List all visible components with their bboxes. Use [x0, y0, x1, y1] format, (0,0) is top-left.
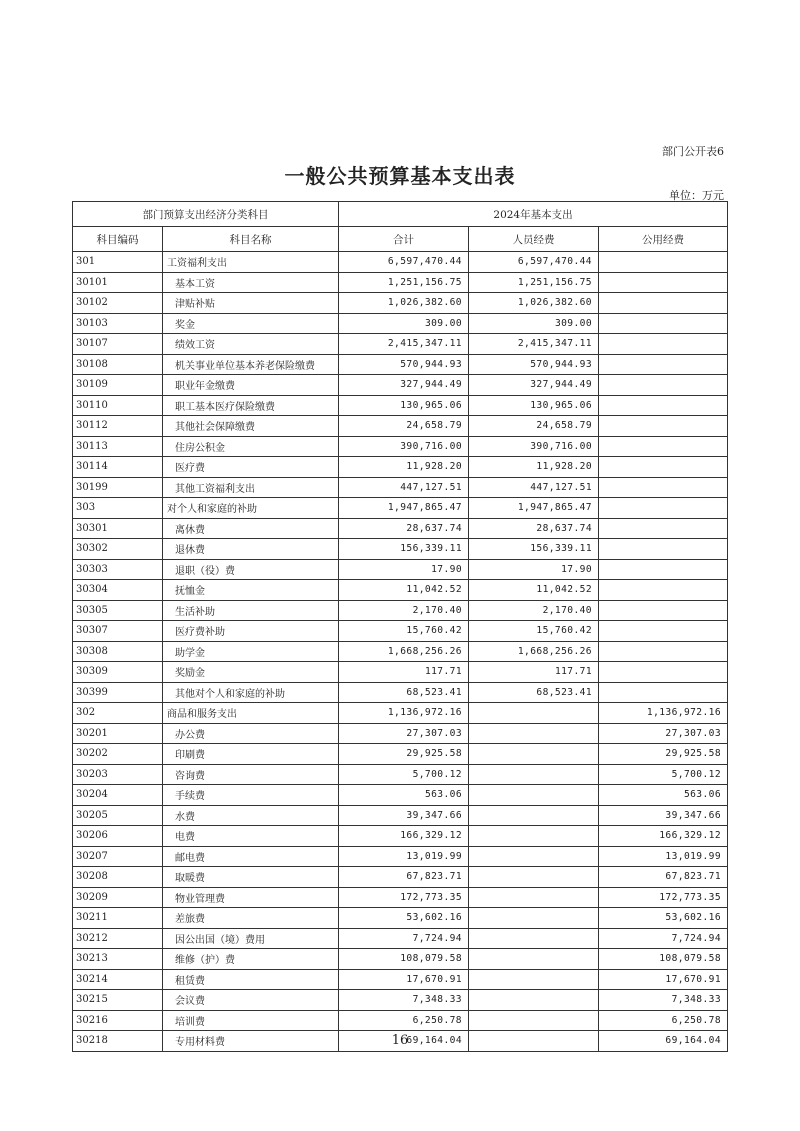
table-row: [73, 498, 728, 519]
cell-total: 1,026,382.60: [339, 293, 469, 314]
cell-code: 30218: [73, 1031, 163, 1052]
cell-code: 30302: [73, 539, 163, 560]
cell-public: [599, 682, 728, 703]
cell-code: 30103: [73, 313, 163, 334]
cell-code: 30110: [73, 395, 163, 416]
cell-total: 447,127.51: [339, 477, 469, 498]
cell-total: 67,823.71: [339, 867, 469, 888]
cell-public: 29,925.58: [599, 744, 728, 765]
cell-total: 11,928.20: [339, 457, 469, 478]
cell-personnel: 130,965.06: [469, 395, 599, 416]
cell-public: 563.06: [599, 785, 728, 806]
cell-code: 30207: [73, 846, 163, 867]
budget-table: [72, 201, 728, 1052]
cell-name: 印刷费: [163, 744, 339, 765]
table-row: [73, 764, 728, 785]
cell-name: 差旅费: [163, 908, 339, 929]
document-code: 部门公开表6: [662, 145, 724, 158]
cell-total: 17,670.91: [339, 969, 469, 990]
cell-name: 取暖费: [163, 867, 339, 888]
cell-name: 住房公积金: [163, 436, 339, 457]
cell-personnel: [469, 969, 599, 990]
cell-code: 30201: [73, 723, 163, 744]
cell-total: 172,773.35: [339, 887, 469, 908]
table-row: [73, 949, 728, 970]
column-header-public: 公用经费: [599, 227, 728, 252]
cell-personnel: 390,716.00: [469, 436, 599, 457]
cell-code: 30303: [73, 559, 163, 580]
cell-code: 30309: [73, 662, 163, 683]
cell-total: 17.90: [339, 559, 469, 580]
cell-code: 30307: [73, 621, 163, 642]
cell-code: 30199: [73, 477, 163, 498]
cell-name: 机关事业单位基本养老保险缴费: [163, 354, 339, 375]
cell-public: [599, 457, 728, 478]
cell-code: 30208: [73, 867, 163, 888]
cell-public: [599, 518, 728, 539]
cell-personnel: 11,928.20: [469, 457, 599, 478]
cell-name: 物业管理费: [163, 887, 339, 908]
cell-code: 30112: [73, 416, 163, 437]
cell-personnel: 68,523.41: [469, 682, 599, 703]
cell-public: 39,347.66: [599, 805, 728, 826]
cell-public: [599, 641, 728, 662]
table-row: [73, 334, 728, 355]
cell-name: 手续费: [163, 785, 339, 806]
cell-name: 离休费: [163, 518, 339, 539]
cell-name: 职业年金缴费: [163, 375, 339, 396]
cell-name: 维修（护）费: [163, 949, 339, 970]
cell-total: 29,925.58: [339, 744, 469, 765]
cell-code: 30107: [73, 334, 163, 355]
cell-name: 医疗费补助: [163, 621, 339, 642]
cell-name: 绩效工资: [163, 334, 339, 355]
table-row: [73, 580, 728, 601]
cell-total: 309.00: [339, 313, 469, 334]
table-group-header-row: [73, 202, 728, 227]
cell-public: [599, 498, 728, 519]
cell-total: 1,668,256.26: [339, 641, 469, 662]
cell-name: 其他工资福利支出: [163, 477, 339, 498]
cell-personnel: 6,597,470.44: [469, 252, 599, 273]
table-row: [73, 252, 728, 273]
cell-total: 13,019.99: [339, 846, 469, 867]
table-column-header-row: [73, 227, 728, 252]
cell-name: 对个人和家庭的补助: [163, 498, 339, 519]
cell-code: 30202: [73, 744, 163, 765]
cell-code: 30399: [73, 682, 163, 703]
group-header-basic-expense: 2024年基本支出: [339, 202, 728, 227]
cell-total: 6,597,470.44: [339, 252, 469, 273]
cell-name: 职工基本医疗保险缴费: [163, 395, 339, 416]
cell-public: [599, 539, 728, 560]
cell-personnel: 156,339.11: [469, 539, 599, 560]
cell-code: 30301: [73, 518, 163, 539]
cell-total: 2,170.40: [339, 600, 469, 621]
cell-public: 5,700.12: [599, 764, 728, 785]
cell-code: 30216: [73, 1010, 163, 1031]
cell-public: 166,329.12: [599, 826, 728, 847]
table-row: [73, 826, 728, 847]
cell-personnel: 17.90: [469, 559, 599, 580]
cell-name: 基本工资: [163, 272, 339, 293]
cell-public: 7,724.94: [599, 928, 728, 949]
column-header-name: 科目名称: [163, 227, 339, 252]
cell-personnel: [469, 703, 599, 724]
cell-total: 68,523.41: [339, 682, 469, 703]
cell-personnel: 447,127.51: [469, 477, 599, 498]
cell-public: [599, 395, 728, 416]
cell-name: 办公费: [163, 723, 339, 744]
cell-name: 邮电费: [163, 846, 339, 867]
cell-total: 7,348.33: [339, 990, 469, 1011]
cell-name: 退职（役）费: [163, 559, 339, 580]
cell-public: [599, 559, 728, 580]
cell-public: 1,136,972.16: [599, 703, 728, 724]
cell-public: 6,250.78: [599, 1010, 728, 1031]
cell-personnel: 1,026,382.60: [469, 293, 599, 314]
column-header-code: 科目编码: [73, 227, 163, 252]
cell-public: 67,823.71: [599, 867, 728, 888]
table-row: [73, 395, 728, 416]
cell-personnel: [469, 928, 599, 949]
cell-name: 咨询费: [163, 764, 339, 785]
cell-total: 69,164.04: [339, 1031, 469, 1052]
cell-name: 抚恤金: [163, 580, 339, 601]
cell-total: 1,251,156.75: [339, 272, 469, 293]
cell-name: 电费: [163, 826, 339, 847]
table-row: [73, 518, 728, 539]
cell-code: 30204: [73, 785, 163, 806]
table-row: [73, 969, 728, 990]
table-row: [73, 805, 728, 826]
cell-code: 30114: [73, 457, 163, 478]
cell-public: [599, 477, 728, 498]
cell-personnel: [469, 949, 599, 970]
table-row: [73, 457, 728, 478]
cell-total: 108,079.58: [339, 949, 469, 970]
cell-personnel: [469, 785, 599, 806]
unit-label: 单位：万元: [669, 189, 724, 202]
cell-personnel: 1,251,156.75: [469, 272, 599, 293]
cell-personnel: [469, 764, 599, 785]
cell-code: 302: [73, 703, 163, 724]
cell-total: 570,944.93: [339, 354, 469, 375]
table-row: [73, 723, 728, 744]
cell-total: 327,944.49: [339, 375, 469, 396]
cell-public: [599, 354, 728, 375]
cell-public: 69,164.04: [599, 1031, 728, 1052]
cell-code: 30113: [73, 436, 163, 457]
cell-code: 30213: [73, 949, 163, 970]
cell-total: 24,658.79: [339, 416, 469, 437]
table-row: [73, 477, 728, 498]
cell-personnel: [469, 846, 599, 867]
cell-code: 30304: [73, 580, 163, 601]
table-row: [73, 846, 728, 867]
cell-code: 30211: [73, 908, 163, 929]
cell-personnel: [469, 805, 599, 826]
table-row: [73, 703, 728, 724]
cell-personnel: 309.00: [469, 313, 599, 334]
cell-personnel: 11,042.52: [469, 580, 599, 601]
cell-public: [599, 600, 728, 621]
cell-total: 117.71: [339, 662, 469, 683]
table-row: [73, 744, 728, 765]
cell-name: 因公出国（境）费用: [163, 928, 339, 949]
cell-public: [599, 293, 728, 314]
cell-name: 退休费: [163, 539, 339, 560]
cell-code: 301: [73, 252, 163, 273]
cell-code: 30212: [73, 928, 163, 949]
table-row: [73, 621, 728, 642]
cell-name: 水费: [163, 805, 339, 826]
cell-personnel: [469, 867, 599, 888]
cell-personnel: 15,760.42: [469, 621, 599, 642]
cell-personnel: [469, 908, 599, 929]
cell-name: 培训费: [163, 1010, 339, 1031]
cell-code: 30101: [73, 272, 163, 293]
cell-code: 30109: [73, 375, 163, 396]
cell-personnel: [469, 744, 599, 765]
cell-public: 172,773.35: [599, 887, 728, 908]
table-row: [73, 416, 728, 437]
cell-personnel: 28,637.74: [469, 518, 599, 539]
cell-personnel: 2,415,347.11: [469, 334, 599, 355]
table-row: [73, 990, 728, 1011]
table-row: [73, 682, 728, 703]
table-row: [73, 354, 728, 375]
cell-personnel: 24,658.79: [469, 416, 599, 437]
cell-total: 27,307.03: [339, 723, 469, 744]
cell-total: 5,700.12: [339, 764, 469, 785]
cell-total: 2,415,347.11: [339, 334, 469, 355]
cell-public: [599, 375, 728, 396]
cell-total: 28,637.74: [339, 518, 469, 539]
cell-total: 1,947,865.47: [339, 498, 469, 519]
cell-code: 30305: [73, 600, 163, 621]
cell-public: 17,670.91: [599, 969, 728, 990]
cell-public: [599, 313, 728, 334]
cell-personnel: 570,944.93: [469, 354, 599, 375]
column-header-total: 合计: [339, 227, 469, 252]
cell-public: 108,079.58: [599, 949, 728, 970]
cell-name: 其他对个人和家庭的补助: [163, 682, 339, 703]
page-title: 一般公共预算基本支出表: [284, 164, 516, 188]
cell-public: [599, 252, 728, 273]
cell-name: 奖励金: [163, 662, 339, 683]
cell-code: 30215: [73, 990, 163, 1011]
cell-public: [599, 662, 728, 683]
cell-code: 30206: [73, 826, 163, 847]
cell-total: 53,602.16: [339, 908, 469, 929]
cell-personnel: 2,170.40: [469, 600, 599, 621]
table-row: [73, 539, 728, 560]
table-row: [73, 867, 728, 888]
cell-name: 租赁费: [163, 969, 339, 990]
cell-name: 助学金: [163, 641, 339, 662]
cell-public: [599, 272, 728, 293]
cell-personnel: 327,944.49: [469, 375, 599, 396]
table-row: [73, 887, 728, 908]
cell-name: 生活补助: [163, 600, 339, 621]
cell-code: 30203: [73, 764, 163, 785]
table-row: [73, 293, 728, 314]
cell-public: [599, 436, 728, 457]
cell-name: 专用材料费: [163, 1031, 339, 1052]
cell-personnel: [469, 1010, 599, 1031]
cell-total: 39,347.66: [339, 805, 469, 826]
table-row: [73, 928, 728, 949]
table-row: [73, 272, 728, 293]
table-row: [73, 313, 728, 334]
cell-public: [599, 621, 728, 642]
table-row: [73, 908, 728, 929]
cell-personnel: [469, 723, 599, 744]
cell-total: 15,760.42: [339, 621, 469, 642]
cell-public: 27,307.03: [599, 723, 728, 744]
cell-name: 商品和服务支出: [163, 703, 339, 724]
cell-total: 156,339.11: [339, 539, 469, 560]
table-row: [73, 375, 728, 396]
table-row: [73, 785, 728, 806]
cell-total: 390,716.00: [339, 436, 469, 457]
cell-public: 13,019.99: [599, 846, 728, 867]
cell-code: 30308: [73, 641, 163, 662]
cell-public: [599, 416, 728, 437]
cell-public: 7,348.33: [599, 990, 728, 1011]
table-row: [73, 600, 728, 621]
table-row: [73, 559, 728, 580]
cell-personnel: [469, 887, 599, 908]
cell-personnel: 1,947,865.47: [469, 498, 599, 519]
page-number: 16: [391, 1033, 409, 1048]
cell-total: 11,042.52: [339, 580, 469, 601]
cell-personnel: 1,668,256.26: [469, 641, 599, 662]
cell-name: 奖金: [163, 313, 339, 334]
cell-code: 30205: [73, 805, 163, 826]
cell-total: 1,136,972.16: [339, 703, 469, 724]
cell-name: 其他社会保障缴费: [163, 416, 339, 437]
cell-total: 130,965.06: [339, 395, 469, 416]
column-header-personnel: 人员经费: [469, 227, 599, 252]
cell-total: 7,724.94: [339, 928, 469, 949]
table-row: [73, 641, 728, 662]
cell-code: 303: [73, 498, 163, 519]
cell-code: 30214: [73, 969, 163, 990]
cell-personnel: [469, 826, 599, 847]
cell-name: 会议费: [163, 990, 339, 1011]
table-row: [73, 662, 728, 683]
cell-name: 津贴补贴: [163, 293, 339, 314]
cell-total: 563.06: [339, 785, 469, 806]
cell-total: 6,250.78: [339, 1010, 469, 1031]
group-header-classification: 部门预算支出经济分类科目: [73, 202, 339, 227]
cell-code: 30108: [73, 354, 163, 375]
cell-total: 166,329.12: [339, 826, 469, 847]
cell-public: [599, 334, 728, 355]
cell-name: 医疗费: [163, 457, 339, 478]
table-row: [73, 1010, 728, 1031]
table-row: [73, 436, 728, 457]
cell-code: 30209: [73, 887, 163, 908]
cell-public: [599, 580, 728, 601]
cell-public: 53,602.16: [599, 908, 728, 929]
cell-personnel: [469, 990, 599, 1011]
cell-personnel: 117.71: [469, 662, 599, 683]
cell-name: 工资福利支出: [163, 252, 339, 273]
cell-code: 30102: [73, 293, 163, 314]
